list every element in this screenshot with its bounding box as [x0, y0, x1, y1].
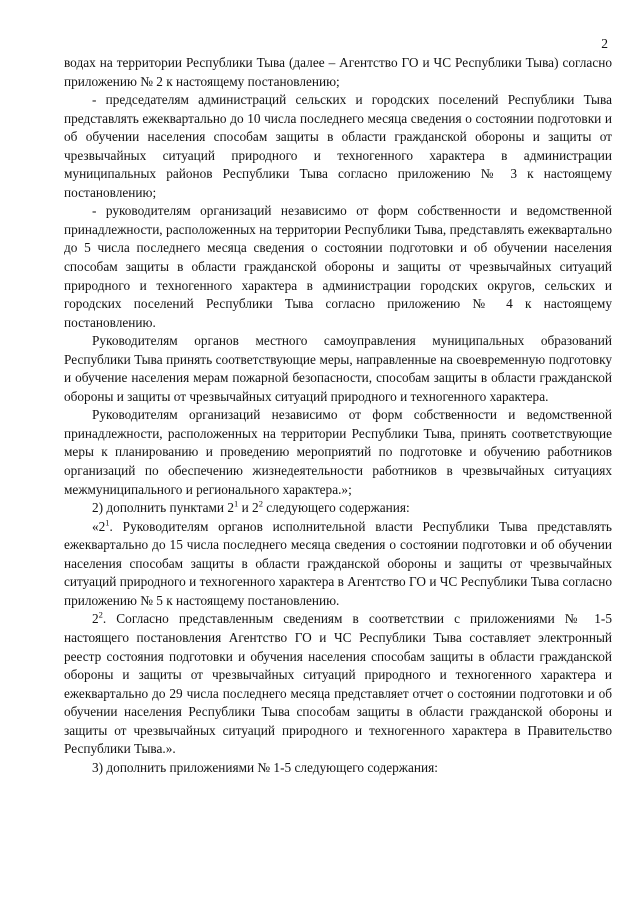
paragraph-point-2-1: «$2^1$. Руководителям органов исполнительной власти Республики Тыва представлять ежеквартально до 15 числа последнего месяца сведения о состоянии подготовки и об обучении населения способам защиты в области гражданской обороны и защиты от чрезвычайных ситуаций природного и техногенного характера в Агентство ГО и ЧС Республики Тыва согласно приложению № 5 к настоящему постановлению. — [64, 517, 612, 608]
paragraph-amendment-3: 3) дополнить приложениями № 1-5 следующего содержания: — [92, 759, 438, 775]
paragraph-list-item-organizations: - руководителям организаций независимо от форм собственности и ведомственной принадлежности, расположенных на территории Республики Тыва, представлять ежеквартально до 5 числа последнего месяца сведения о состоянии подготовки и об обучении населения способам защиты в области гражданской обороны и защиты от чрезвычайных ситуаций природного и техногенного характера в администрации городских округов, сельских и городских поселений Республики Тыва согласно приложению № 4 к настоящему постановлению. — [64, 203, 612, 330]
paragraph-local-governments: Руководителям органов местного самоуправления муниципальных образований Республики Тыва принять соответствующие меры, направленные на своевременную подготовку и обучение населения мерам пожарной безопасности, способам защиты в области гражданской обороны и защиты от чрезвычайных ситуаций природного и техногенного характера. — [64, 333, 612, 404]
document-body — [64, 54, 612, 777]
paragraph-point-2-2: $2^2$. Согласно представленным сведениям в соответствии с приложениями № 1-5 настоящего постановления Агентство ГО и ЧС Республики Тыва составляет электронный реестр состояния подготовки и обучения населения способам защиты в области гражданской обороны и защиты от чрезвычайных ситуаций природного и техногенного характера и ежеквартально до 29 числа последнего месяца представляет отчет о состоянии подготовки и об обучении населения Республики Тыва способам защиты в области гражданской обороны и защиты от чрезвычайных ситуаций природного и техногенного характера в Правительство Республики Тыва.». — [64, 609, 612, 757]
paragraph-organization-heads: Руководителям организаций независимо от форм собственности и ведомственной принадлежности, расположенных на территории Республики Тыва, принять соответствующие меры к планированию и проведению мероприятий по подготовке и обучению работников организаций по обеспечению жизнедеятельности работников в чрезвычайных ситуациях межмуниципального и регионального характера.»; — [64, 407, 612, 497]
paragraph-amendment-2: 2) дополнить пунктами $2^1$ и $2^2$ следующего содержания: — [92, 498, 410, 516]
paragraph-list-item-settlements: - председателям администраций сельских и городских поселений Республики Тыва представлять ежеквартально до 10 числа последнего месяца сведения о состоянии подготовки и об обучении населения способам защиты в области гражданской обороны и защиты от чрезвычайных ситуаций природного и техногенного характера в администрации муниципальных районов Республики Тыва согласно приложению № 3 к настоящему постановлению; — [64, 92, 612, 200]
page-number: 2 — [601, 36, 608, 51]
paragraph-continuation: водах на территории Республики Тыва (далее – Агентство ГО и ЧС Республики Тыва) согласно приложению № 2 к настоящему постановлению; — [64, 55, 612, 89]
